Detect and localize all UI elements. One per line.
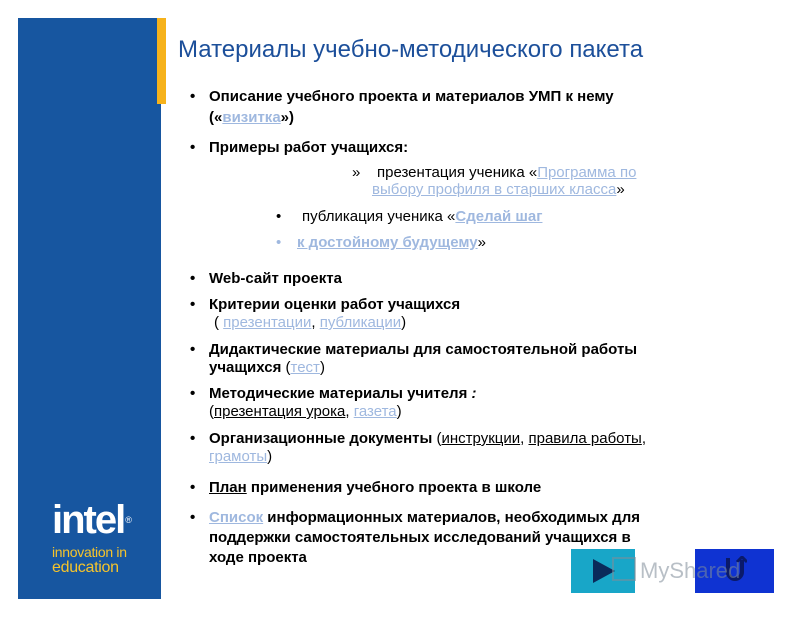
- link-certificates[interactable]: грамоты: [209, 448, 268, 465]
- link-list[interactable]: Список: [209, 509, 264, 526]
- link-vizitka[interactable]: визитка: [222, 109, 281, 126]
- link-lesson-presentation[interactable]: презентация урока: [214, 403, 346, 420]
- link-newspaper[interactable]: газета: [353, 403, 397, 420]
- logo-wordmark: intel®: [52, 498, 132, 542]
- link-dostoinoe-budushee[interactable]: к достойному будущему: [297, 234, 478, 251]
- link-criteria-publication[interactable]: публикации: [319, 314, 402, 331]
- link-work-rules[interactable]: правила работы: [528, 430, 642, 447]
- watermark: MyShared: [612, 557, 740, 584]
- intel-logo: [52, 500, 162, 576]
- accent-bar: [157, 18, 166, 104]
- link-instructions[interactable]: инструкции: [441, 430, 521, 447]
- page-title: Материалы учебно-методического пакета: [178, 36, 644, 63]
- link-plan[interactable]: План: [209, 479, 247, 496]
- link-program-presentation[interactable]: Программа по: [537, 164, 637, 181]
- link-sdelai-shag[interactable]: Сделай шаг: [455, 208, 543, 225]
- logo-tagline: innovation in education: [52, 544, 127, 576]
- presentation-icon: [612, 557, 636, 581]
- link-criteria-presentation[interactable]: презентации: [223, 314, 312, 331]
- link-test[interactable]: тест: [290, 359, 320, 376]
- link-program-presentation-cont[interactable]: выбору профиля в старших класса: [372, 181, 617, 198]
